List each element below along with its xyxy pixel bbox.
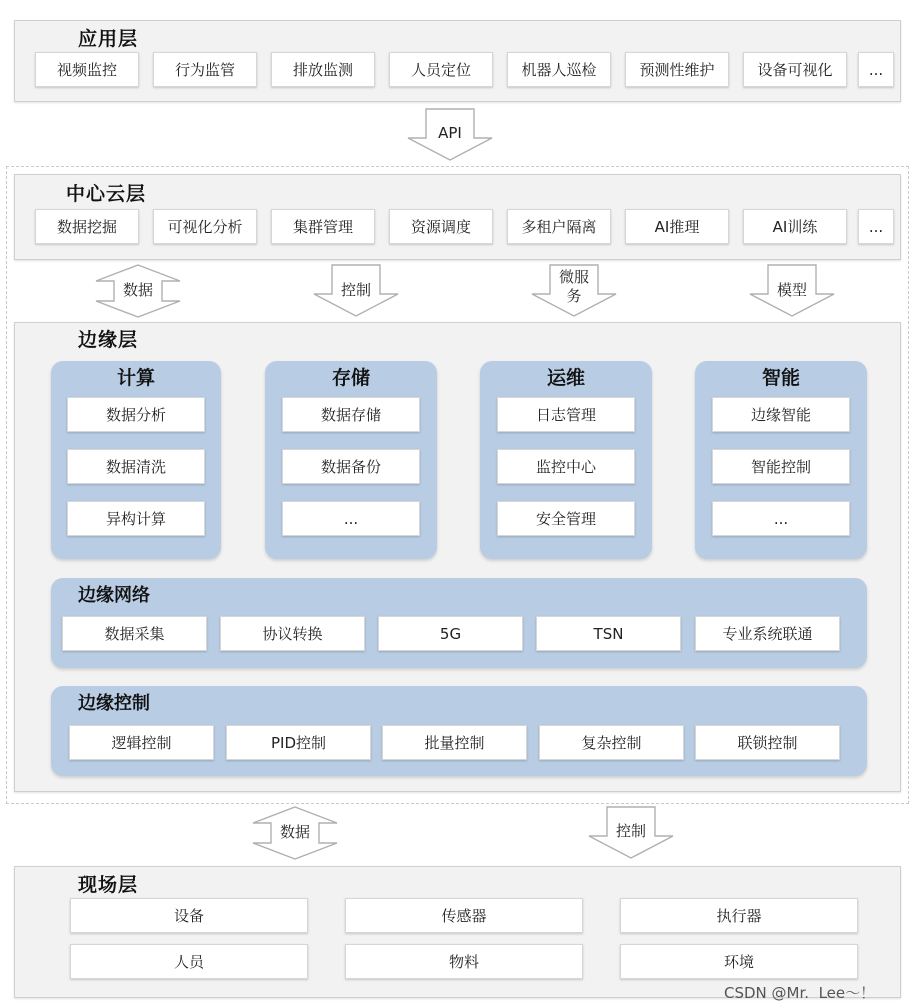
field-item: 设备 bbox=[70, 898, 308, 933]
compute-item: 数据分析 bbox=[67, 397, 205, 432]
field-item: 物料 bbox=[345, 944, 583, 979]
field-data-arrow-label: 数据 bbox=[279, 823, 310, 841]
intelligence-item: 边缘智能 bbox=[712, 397, 850, 432]
operations-item: 日志管理 bbox=[497, 397, 635, 432]
edge-network-title: 边缘网络 bbox=[78, 585, 150, 606]
compute-item: 数据清洗 bbox=[67, 449, 205, 484]
app-item: 人员定位 bbox=[389, 52, 493, 87]
cloud-layer-title: 中心云层 bbox=[66, 183, 147, 205]
field-item: 执行器 bbox=[620, 898, 858, 933]
control-item: 复杂控制 bbox=[539, 725, 684, 760]
control-item: 联锁控制 bbox=[695, 725, 840, 760]
control-arrow-label: 控制 bbox=[340, 281, 371, 299]
operations-item: 监控中心 bbox=[497, 449, 635, 484]
storage-item: 数据备份 bbox=[282, 449, 420, 484]
app-item: 视频监控 bbox=[35, 52, 139, 87]
storage-item: ... bbox=[282, 501, 420, 536]
cloud-item: 可视化分析 bbox=[153, 209, 257, 244]
compute-group-title: 计算 bbox=[116, 367, 155, 389]
edge-control-title: 边缘控制 bbox=[78, 693, 150, 714]
api-arrow-label: API bbox=[438, 124, 462, 142]
app-item: 机器人巡检 bbox=[507, 52, 611, 87]
field-control-arrow-label: 控制 bbox=[615, 822, 646, 840]
intelligence-group-title: 智能 bbox=[761, 367, 800, 389]
data-arrow-label: 数据 bbox=[122, 281, 153, 299]
control-item: 批量控制 bbox=[382, 725, 527, 760]
network-item: 数据采集 bbox=[62, 616, 207, 651]
edge-layer-title: 边缘层 bbox=[78, 329, 139, 351]
cloud-item: 多租户隔离 bbox=[507, 209, 611, 244]
operations-item: 安全管理 bbox=[497, 501, 635, 536]
compute-item: 异构计算 bbox=[67, 501, 205, 536]
cloud-item: AI训练 bbox=[743, 209, 847, 244]
field-item: 传感器 bbox=[345, 898, 583, 933]
network-item: 专业系统联通 bbox=[695, 616, 840, 651]
control-item: 逻辑控制 bbox=[69, 725, 214, 760]
intelligence-item: 智能控制 bbox=[712, 449, 850, 484]
cloud-item: ... bbox=[858, 209, 894, 244]
app-item: 预测性维护 bbox=[625, 52, 729, 87]
cloud-item: AI推理 bbox=[625, 209, 729, 244]
model-arrow-label: 模型 bbox=[776, 281, 807, 299]
control-item: PID控制 bbox=[226, 725, 371, 760]
app-item: 排放监测 bbox=[271, 52, 375, 87]
cloud-item: 集群管理 bbox=[271, 209, 375, 244]
intelligence-item: ... bbox=[712, 501, 850, 536]
cloud-item: 资源调度 bbox=[389, 209, 493, 244]
network-item: 5G bbox=[378, 616, 523, 651]
field-item: 环境 bbox=[620, 944, 858, 979]
storage-group-title: 存储 bbox=[331, 367, 370, 389]
storage-item: 数据存储 bbox=[282, 397, 420, 432]
app-item: 设备可视化 bbox=[743, 52, 847, 87]
app-item: ... bbox=[858, 52, 894, 87]
field-item: 人员 bbox=[70, 944, 308, 979]
network-item: TSN bbox=[536, 616, 681, 651]
app-item: 行为监管 bbox=[153, 52, 257, 87]
cloud-item: 数据挖掘 bbox=[35, 209, 139, 244]
csdn-watermark: CSDN @Mr. Lee～！ bbox=[724, 984, 876, 1002]
field-layer-title: 现场层 bbox=[78, 874, 139, 896]
application-layer-title: 应用层 bbox=[78, 28, 139, 50]
microservice-arrow-label: 微服 务 bbox=[558, 268, 589, 305]
operations-group-title: 运维 bbox=[546, 367, 585, 389]
network-item: 协议转换 bbox=[220, 616, 365, 651]
